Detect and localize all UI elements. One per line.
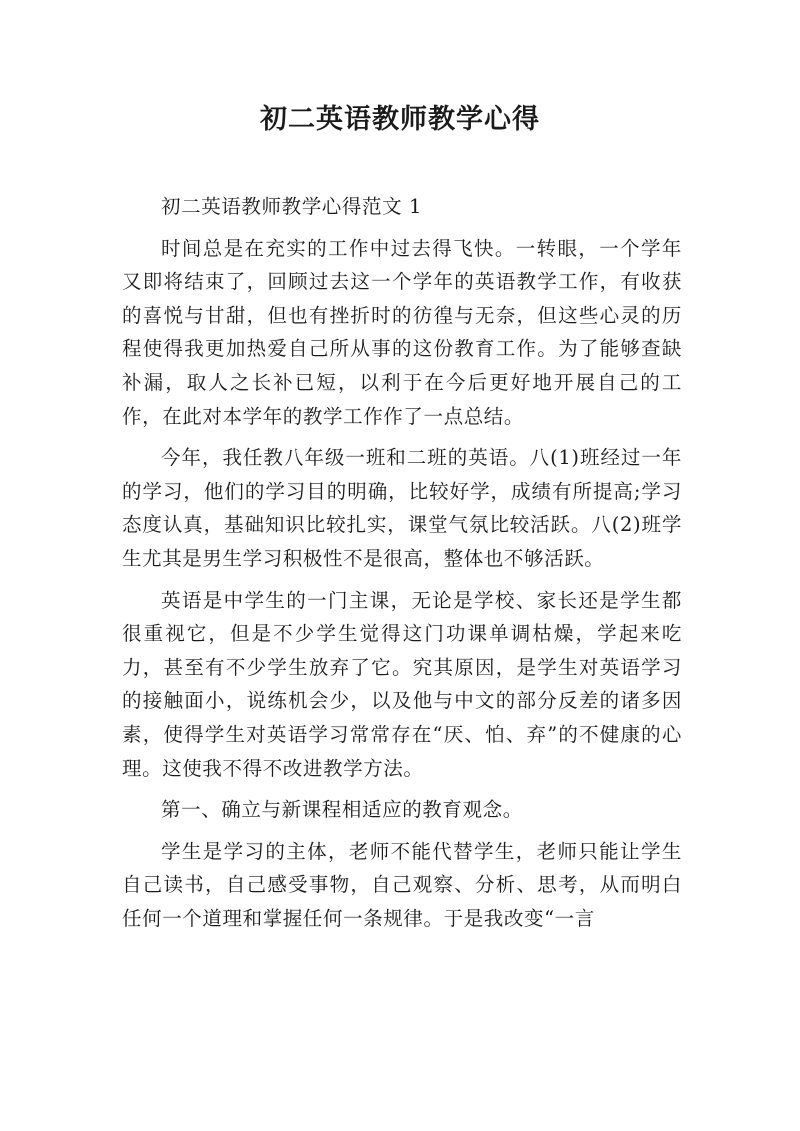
document-subheading: 初二英语教师教学心得范文 1 (161, 195, 423, 218)
document-title: 初二英语教师教学心得 (260, 104, 540, 135)
paragraph-1: 时间总是在充实的工作中过去得飞快。一转眼，一个学年又即将结束了，回顾过去这一个学年的英语教学工作，有收获的喜悦与甘甜，但也有挫折时的彷徨与无奈，但这些心灵的历程使得我更加热爱自己所从事的这份教育工作。为了能够查缺补漏，取人之长补已短，以利于在今后更好地开展自己的工作，在此对本学年的教学工作作了一点总结。 (122, 236, 682, 428)
paragraph-2: 今年，我任教八年级一班和二班的英语。八(1)班经过一年的学习，他们的学习目的明确，比较好学，成绩有所提高;学习态度认真，基础知识比较扎实，课堂气氛比较活跃。八(2)班学生尤其是男生学习积极性不是很高，整体也不够活跃。 (122, 446, 682, 570)
document-body (122, 190, 682, 943)
paragraph-3: 英语是中学生的一门主课，无论是学校、家长还是学生都很重视它，但是不少学生觉得这门功课单调枯燥，学起来吃力，甚至有不少学生放弃了它。究其原因，是学生对英语学习的接触面小，说练机会少，以及他与中文的部分反差的诸多因素，使得学生对英语学习常常存在“厌、怕、弃”的不健康的心理。这使我不得不改进教学方法。 (122, 588, 682, 780)
paragraph-4: 第一、确立与新课程相适应的教育观念。 (161, 798, 523, 822)
paragraph-5: 学生是学习的主体，老师不能代替学生，老师只能让学生自己读书，自己感受事物，自己观察、分析、思考，从而明白任何一个道理和掌握任何一条规律。于是我改变“一言 (122, 839, 682, 930)
